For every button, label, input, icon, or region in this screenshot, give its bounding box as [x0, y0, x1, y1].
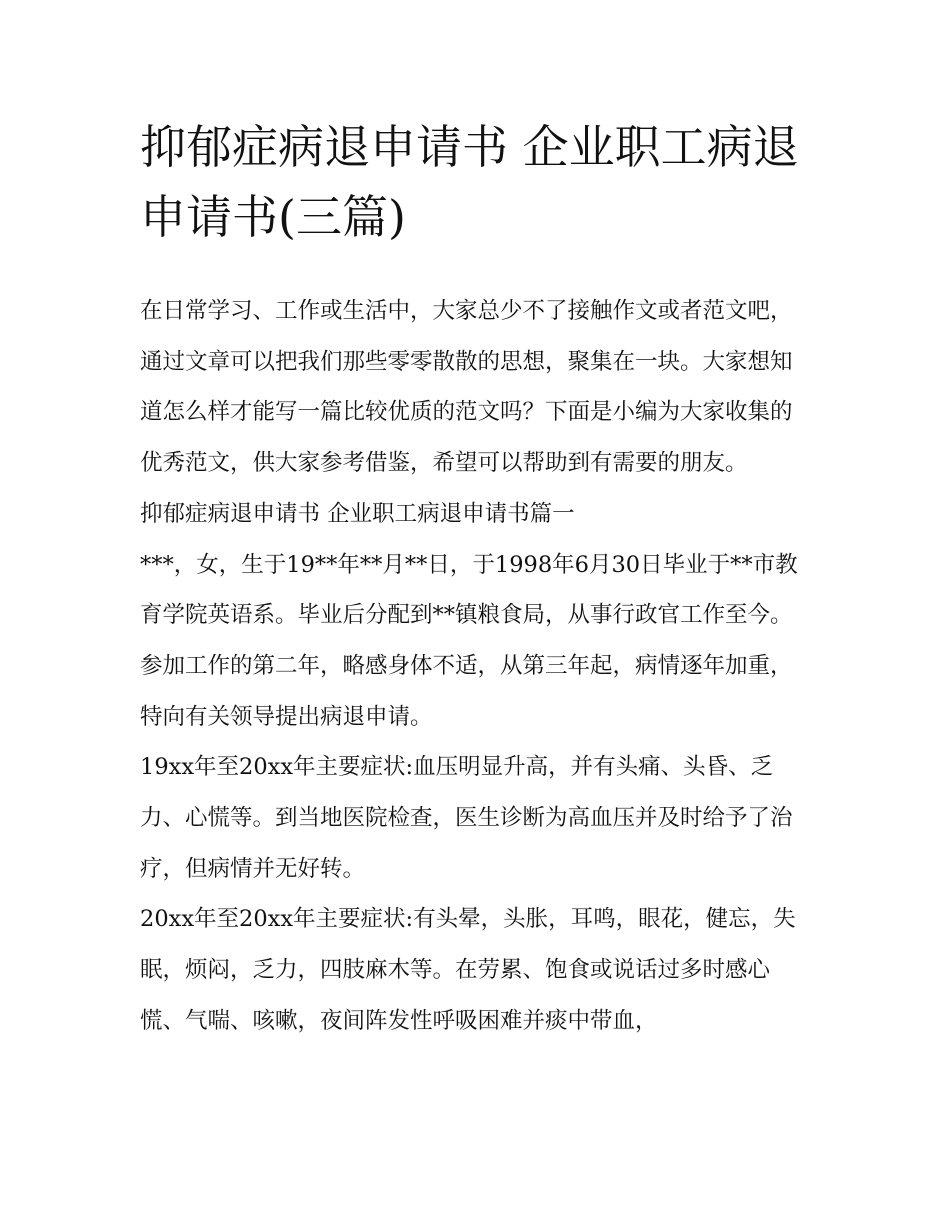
intro-paragraph: 在日常学习、工作或生活中，大家总少不了接触作文或者范文吧，通过文章可以把我们那些零零散散的思想，聚集在一块。大家想知道怎么样才能写一篇比较优质的范文吗？下面是小编为大家收集的优秀范文，供大家参考借鉴，希望可以帮助到有需要的朋友。: [140, 298, 793, 477]
body-paragraph: 20xx年至20xx年主要症状:有头晕，头胀，耳鸣，眼花，健忘，失眠，烦闷，乏力，四肢麻木等。在劳累、饱食或说话过多时感心慌、气喘、咳嗽，夜间阵发性呼吸困难并痰中带血，: [140, 906, 796, 1034]
document-page: [140, 112, 812, 1047]
section-heading: 抑郁症病退申请书 企业职工病退申请书篇一: [140, 500, 575, 527]
body-paragraph: ***，女，生于19**年**月**日，于1998年6月30日毕业于**市教育学院英语系。毕业后分配到**镇粮食局，从事行政官工作至今。参加工作的第二年，略感身体不适，从第三年起，病情逐年加重，特向有关领导提出病退申请。: [140, 551, 798, 730]
document-title: 抑郁症病退申请书 企业职工病退申请书(三篇): [140, 120, 799, 244]
document-body: [140, 286, 812, 1047]
body-paragraph: 19xx年至20xx年主要症状:血压明显升高，并有头痛、头昏、乏力、心慌等。到当地医院检查，医生诊断为高血压并及时给予了治疗，但病情并无好转。: [140, 754, 793, 882]
